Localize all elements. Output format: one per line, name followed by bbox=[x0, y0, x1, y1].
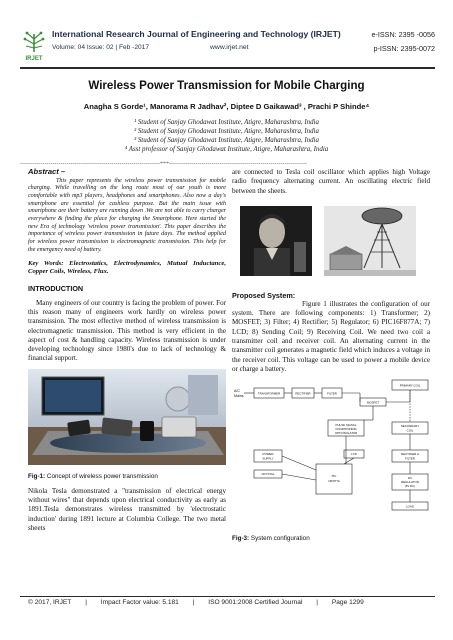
journal-header bbox=[20, 28, 435, 64]
rectifier-filter-label-2: FILTER bbox=[405, 456, 415, 461]
power-supply-label-1: POWER bbox=[262, 452, 274, 457]
introduction-paragraph-2: Nikola Tesla demonstrated a "transmission of electrical energy without wires" that depends upon electrical conductivity as early as 1891.Tesla demonstrates wireless transmitted by 'electrostatic induction' during 1891 lecture at Columbia College. The two metal sheets bbox=[28, 486, 226, 532]
abstract bbox=[28, 168, 226, 254]
figure-1-caption: Fig-1: Concept of wireless power transmission bbox=[28, 472, 158, 480]
secondary-coil-label-2: COIL bbox=[406, 428, 414, 433]
ac-mains-label: A/C bbox=[234, 389, 240, 394]
svg-text:IRJET: IRJET bbox=[25, 56, 43, 62]
pulse-signal-label-2: CONDITIONING bbox=[335, 427, 357, 432]
pic-label-1: PIC bbox=[331, 474, 337, 479]
left-column bbox=[28, 168, 226, 533]
paper-title: Wireless Power Transmission for Mobile Charging bbox=[88, 79, 365, 92]
primary-coil-label: PRIMARY COIL bbox=[399, 383, 421, 388]
rectifier-label: RECTIFIER bbox=[295, 391, 311, 396]
regulator-label-3: (5V DC) bbox=[404, 484, 416, 489]
journal-name: International Research Journal of Engineering and Technology (IRJET) bbox=[52, 29, 341, 39]
paper-authors: Anagha S Gorde¹, Manorama R Jadhav², Diptee D Gaikawad³ , Prachi P Shinde⁴ bbox=[83, 102, 370, 111]
svg-text:Mains: Mains bbox=[234, 394, 244, 399]
e-issn: e-ISSN: 2395 -0056 bbox=[371, 30, 435, 39]
section-divider: ---------------------------------------------------------------------***-------------------------------------------------------------------- bbox=[20, 161, 308, 167]
lcd-label: LCD bbox=[351, 452, 357, 457]
abstract-heading: Abstract – bbox=[28, 167, 66, 176]
affiliation-4: ⁴ Asst professor of Sanjay Ghodawat Institute, Atigre, Maharashtra, India bbox=[124, 146, 329, 153]
volume-info: Volume: 04 Issue: 02 | Feb -2017 bbox=[52, 44, 150, 51]
pic-label-2: 16F877A bbox=[328, 479, 340, 484]
abstract-text: This paper represents the wireless power transmission for mobile charging. While travelling on the long route most of our youth is more comfortable with mp3 players, headphones and smartphones. Also now a day's smartphone are essential for cashless purpose. But the main issue with smartphone are their battery are running down .We are not able to carry charger everywhere & finding the place for charging the Smartphone. Here started the new Era of technology 'wireless power transmission'. This paper describes the importance of wireless power transmission in future days. The method applied for wireless power transmission is electromagnetic transmission. This help for the emergency need of battery. bbox=[28, 177, 226, 253]
secondary-coil-label-1: SECONDARY bbox=[400, 424, 420, 429]
power-supply-label-2: SUPPLY bbox=[262, 456, 274, 461]
footer-impact-factor: Impact Factor value: 5.181 bbox=[100, 599, 179, 606]
proposed-system-text: Figure 1 illustrates the configuration of our system. There are following components: 1) Transformer; 2) MOSFET; 3) Filter; 4) Rectifier; 5) Regulator; 6) PIC16F877A; 7) LCD; 8) Sending Coil; 9) Receiving Coil. We need two coil a transmitter coil and receiver coil. An alternating current in the transmitter coil generates a magnetic field which induces a voltage in the receiver coil. This voltage can be used to power a mobile device or charge a battery. bbox=[232, 299, 430, 373]
keywords-label: Key Words bbox=[28, 260, 62, 268]
pulse-signal-label-1: PULSE SIGNAL bbox=[335, 423, 357, 428]
introduction-heading: INTRODUCTION bbox=[28, 283, 84, 293]
crystal-label: CRYSTAL bbox=[261, 472, 275, 477]
affiliation-2: ² Student of Sanjay Ghodawat Institute, Atigre, Maharashtra, India bbox=[134, 128, 319, 135]
proposed-system-heading: Proposed System: bbox=[232, 290, 296, 300]
page-footer: © 2017, IRJET | Impact Factor value: 5.181 | ISO 9001:2008 Certified Journal | Page 1299 bbox=[28, 599, 364, 606]
load-label: LOAD bbox=[406, 504, 414, 509]
introduction-paragraph-1: Many engineers of our country is facing the problem of power. For this reason many of engineers work hardly on wireless power transmission. The most effective method of wireless transmission is electromagnetic transmission. This method is very efficient in the aspect of cost & handling capacity. Wireless transmission is under developing technology since 1980's due to lack of technology & financial support. bbox=[28, 298, 226, 363]
footer-page-number: Page 1299 bbox=[331, 599, 364, 606]
figure-3-system-diagram bbox=[232, 378, 430, 528]
footer-iso: ISO 9001:2008 Certified Journal bbox=[208, 599, 303, 606]
affiliation-3: ³ Student of Sanjay Ghodawat Institute, Atigre, Maharashtra, India bbox=[134, 137, 319, 144]
transformer-label: TRANSFORMER bbox=[257, 391, 281, 396]
footer-divider bbox=[20, 596, 435, 597]
affiliation-1: ¹ Student of Sanjay Ghodawat Institute, Atigre, Maharashtra, India bbox=[134, 119, 319, 126]
figure-1-image bbox=[28, 369, 226, 465]
right-paragraph-top: are connected to Tesla coil oscillator which applies high Voltage radio frequency alternating current. An oscillating electric field between the sheets. bbox=[232, 168, 430, 195]
p-issn: p-ISSN: 2395-0072 bbox=[373, 44, 435, 53]
figure-2-tesla-image bbox=[232, 202, 430, 280]
keywords-text: : Electrostatics, Electrodynamics, Mutual Inductance, Copper Coils, Wireless, Flux. bbox=[28, 260, 226, 276]
header-divider bbox=[20, 67, 435, 69]
rectifier-filter-label-1: RECTIFIER & bbox=[401, 452, 419, 457]
keywords bbox=[28, 260, 226, 276]
regulator-label-1: DC bbox=[407, 476, 413, 481]
mosfet-label: MOSFET bbox=[366, 400, 380, 405]
irjet-logo bbox=[20, 28, 48, 62]
pulse-signal-label-3: OPTOISOLATOR bbox=[334, 431, 358, 436]
right-column bbox=[232, 168, 430, 542]
regulator-label-2: REGULATOR bbox=[401, 480, 419, 485]
journal-website-link[interactable]: www.irjet.net bbox=[210, 44, 249, 51]
footer-copyright: © 2017, IRJET bbox=[28, 599, 72, 606]
filter-label: FILTER bbox=[327, 391, 337, 396]
figure-3-caption: Fig-3: System configuration bbox=[232, 535, 310, 543]
